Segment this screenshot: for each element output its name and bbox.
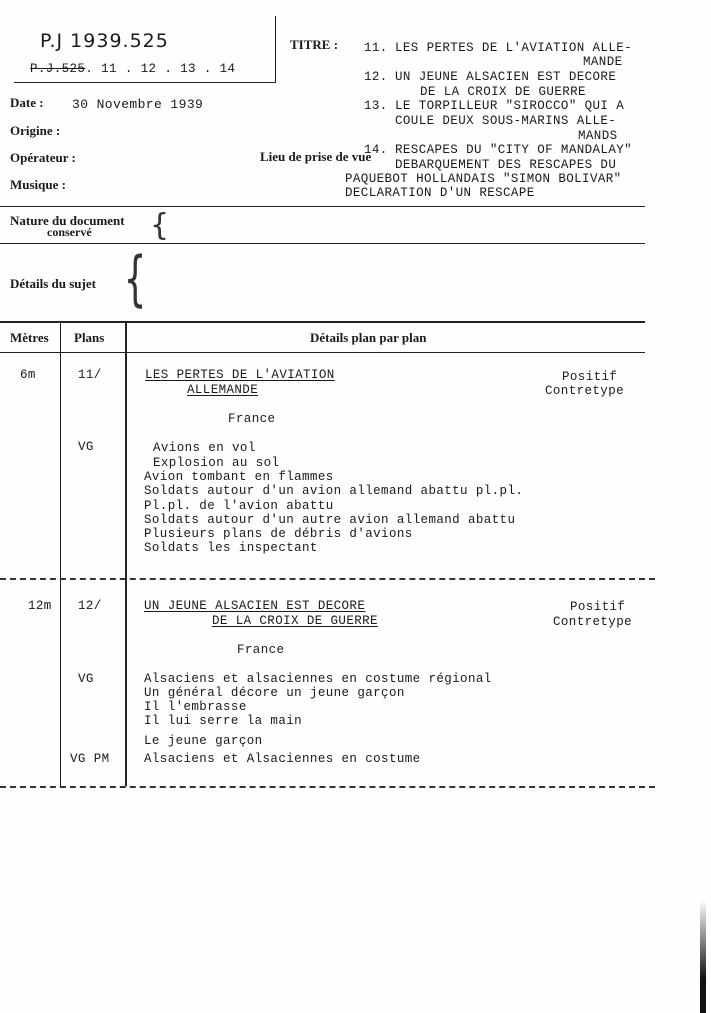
header-details: Détails plan par plan <box>310 330 427 345</box>
s1-metres: 6m <box>20 368 36 382</box>
s2-shot-4: Il lui serre la main <box>144 714 303 728</box>
s1-shot-6: Soldats autour d'un autre avion allemand abattu <box>144 513 516 527</box>
divider-nature <box>0 243 645 244</box>
s2-shot-3: Il l'embrasse <box>144 700 247 714</box>
s1-positif: Positif <box>562 370 618 384</box>
ref-number-list: . 11 . 12 . 13 . 14 <box>85 62 236 76</box>
title-14-line-4: DECLARATION D'UN RESCAPE <box>345 186 535 200</box>
date-value: 30 Novembre 1939 <box>72 97 204 112</box>
origine-label: Origine : <box>10 123 61 138</box>
s1-plan: 11/ <box>78 368 102 382</box>
nature-label-1: Nature du document <box>10 213 125 228</box>
ref-numbers <box>30 62 235 76</box>
title-13-line-2: COULE DEUX SOUS-MARINS ALLE- <box>395 114 617 128</box>
title-11-line-1: LES PERTES DE L'AVIATION ALLE- <box>395 41 633 55</box>
title-14-line-2: DEBARQUEMENT DES RESCAPES DU <box>395 158 617 172</box>
s1-shot-3: Avion tombant en flammes <box>144 470 334 484</box>
s1-shot-5: Pl.pl. de l'avion abattu <box>144 499 334 513</box>
nature-label-2: conservé <box>47 225 92 239</box>
title-12-num: 12. <box>364 70 388 84</box>
s2-contretype: Contretype <box>553 615 633 629</box>
titre-label: TITRE : <box>290 37 339 52</box>
s2-plan-code-2: VG PM <box>70 752 110 766</box>
s1-contretype: Contretype <box>545 384 625 398</box>
ref-box-divider <box>275 16 276 82</box>
s2-shot-2: Un général décore un jeune garçon <box>144 686 405 700</box>
s1-shot-8: Soldats les inspectant <box>144 541 318 555</box>
title-11-line-2: MANDE <box>583 55 623 69</box>
header-plans: Plans <box>74 330 105 345</box>
s2-shot-1: Alsaciens et alsaciennes en costume régional <box>144 672 492 686</box>
title-14-line-1: RESCAPES DU "CITY OF MANDALAY" <box>395 143 633 157</box>
ref-old-prefix: P.J.525 <box>30 62 86 76</box>
s1-shot-7: Plusieurs plans de débris d'avions <box>144 527 413 541</box>
musique-label: Musique : <box>10 177 66 192</box>
header-metres: Mètres <box>10 330 49 345</box>
title-13-line-1: LE TORPILLEUR "SIROCCO" QUI A <box>395 99 625 113</box>
s2-country: France <box>237 643 285 657</box>
title-12-line-2: DE LA CROIX DE GUERRE <box>420 85 586 99</box>
scan-edge-mark <box>700 900 706 1013</box>
s2-plan-code: VG <box>78 672 94 686</box>
title-14-line-3: PAQUEBOT HOLLANDAIS "SIMON BOLIVAR" <box>345 172 622 186</box>
s1-plan-code: VG <box>78 440 94 454</box>
s2-title-1: UN JEUNE ALSACIEN EST DECORE <box>144 599 366 613</box>
s2-title-2: DE LA CROIX DE GUERRE <box>212 614 378 628</box>
col-divider-1 <box>60 322 61 786</box>
details-sujet-brace: { <box>123 244 147 314</box>
title-14-num: 14. <box>364 143 388 157</box>
details-sujet-label: Détails du sujet <box>10 276 96 291</box>
s1-country: France <box>228 412 276 426</box>
s1-shot-1: Avions en vol <box>153 441 256 455</box>
divider-sujet <box>0 321 645 323</box>
title-13-line-3: MANDS <box>578 129 618 143</box>
divider-dashed-1 <box>0 578 655 580</box>
nature-brace: { <box>150 208 170 243</box>
title-12-line-1: UN JEUNE ALSACIEN EST DECORE <box>395 70 617 84</box>
ref-handwritten: P.J 1939.525 <box>40 30 169 52</box>
s1-title-2: ALLEMANDE <box>187 383 259 397</box>
divider-dashed-2 <box>0 786 655 788</box>
lieu-label: Lieu de prise de vue <box>260 149 372 164</box>
date-label: Date : <box>10 95 44 110</box>
ref-box-bottom <box>14 82 276 83</box>
header-underline <box>0 352 645 353</box>
title-13-num: 13. <box>364 99 388 113</box>
s2-metres: 12m <box>28 599 52 613</box>
s1-shot-4: Soldats autour d'un avion allemand abattu pl.pl. <box>144 484 524 498</box>
s2-shot-6: Alsaciens et Alsaciennes en costume <box>144 752 421 766</box>
col-divider-2 <box>125 322 127 786</box>
s1-shot-2: Explosion au sol <box>153 456 280 470</box>
operateur-label: Opérateur : <box>10 150 76 165</box>
s2-shot-5: Le jeune garçon <box>144 734 263 748</box>
title-11-num: 11. <box>364 41 388 55</box>
divider-top <box>0 206 645 207</box>
s1-title-1: LES PERTES DE L'AVIATION <box>145 368 335 382</box>
s2-plan: 12/ <box>78 599 102 613</box>
s2-positif: Positif <box>570 600 626 614</box>
